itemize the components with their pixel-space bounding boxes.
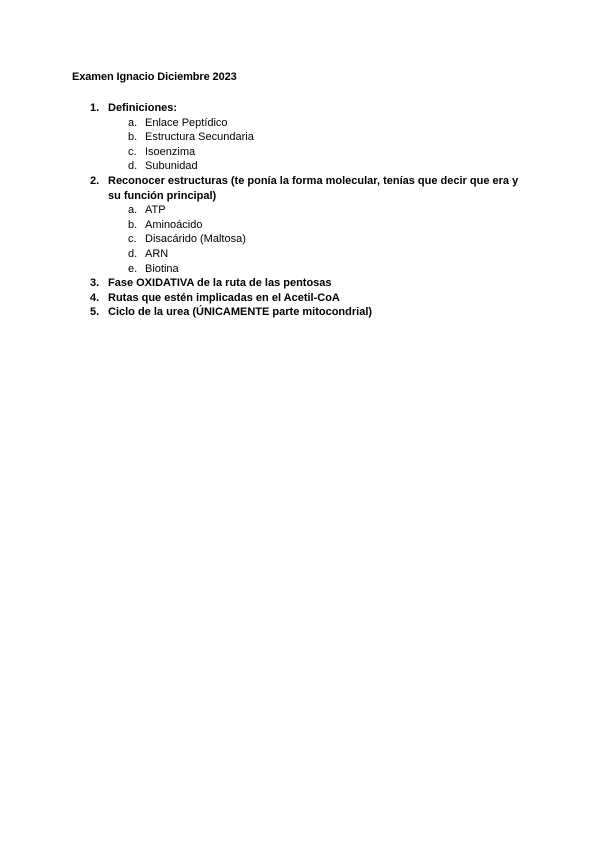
- question-number: 1.: [90, 102, 100, 114]
- item-letter: d.: [128, 160, 138, 173]
- list-item: [128, 232, 520, 247]
- list-item: [128, 130, 520, 145]
- item-letter: b.: [128, 218, 138, 231]
- item-text: Aminoácido: [145, 218, 203, 231]
- item-letter: c.: [128, 233, 137, 246]
- item-letter: d.: [128, 247, 138, 260]
- question-number: 4.: [90, 291, 100, 304]
- question-number: 2.: [90, 174, 100, 187]
- list-item: [128, 145, 520, 160]
- question-3: [90, 276, 520, 291]
- question-text: Definiciones:: [108, 102, 178, 114]
- item-letter: a.: [128, 204, 138, 217]
- item-text: ARN: [145, 247, 169, 260]
- question-5: [90, 305, 520, 320]
- list-item: [128, 247, 520, 262]
- item-text: Biotina: [145, 262, 179, 275]
- list-item: [128, 159, 520, 174]
- item-letter: b.: [128, 131, 138, 144]
- question-number: 3.: [90, 277, 100, 290]
- item-text: ATP: [145, 204, 166, 217]
- item-letter: a.: [128, 116, 138, 129]
- question-2: [90, 174, 520, 276]
- item-text: Subunidad: [145, 160, 198, 173]
- question-list: [90, 101, 520, 320]
- list-item: [128, 262, 520, 277]
- item-text: Estructura Secundaria: [145, 131, 254, 144]
- question-text: Rutas que estén implicadas en el Acetil-CoA: [108, 291, 340, 304]
- question-text: Fase OXIDATIVA de la ruta de las pentosas: [108, 277, 332, 290]
- list-item: [128, 116, 520, 131]
- sub-list: [108, 203, 520, 276]
- question-1: [90, 101, 520, 174]
- question-text: Ciclo de la urea (ÚNICAMENTE parte mitocondrial): [108, 306, 373, 319]
- sub-list: [108, 116, 520, 174]
- item-letter: e.: [128, 262, 138, 275]
- question-4: [90, 291, 520, 306]
- list-item: [128, 203, 520, 218]
- item-letter: c.: [128, 145, 137, 158]
- question-text: Reconocer estructuras (te ponía la forma molecular, tenías que decir que era y su función principal): [108, 174, 519, 202]
- document-title: Examen Ignacio Diciembre 2023: [72, 71, 237, 83]
- item-text: Disacárido (Maltosa): [145, 233, 246, 246]
- question-number: 5.: [90, 306, 100, 319]
- list-item: [128, 218, 520, 233]
- item-text: Enlace Peptídico: [145, 116, 228, 129]
- item-text: Isoenzima: [145, 145, 196, 158]
